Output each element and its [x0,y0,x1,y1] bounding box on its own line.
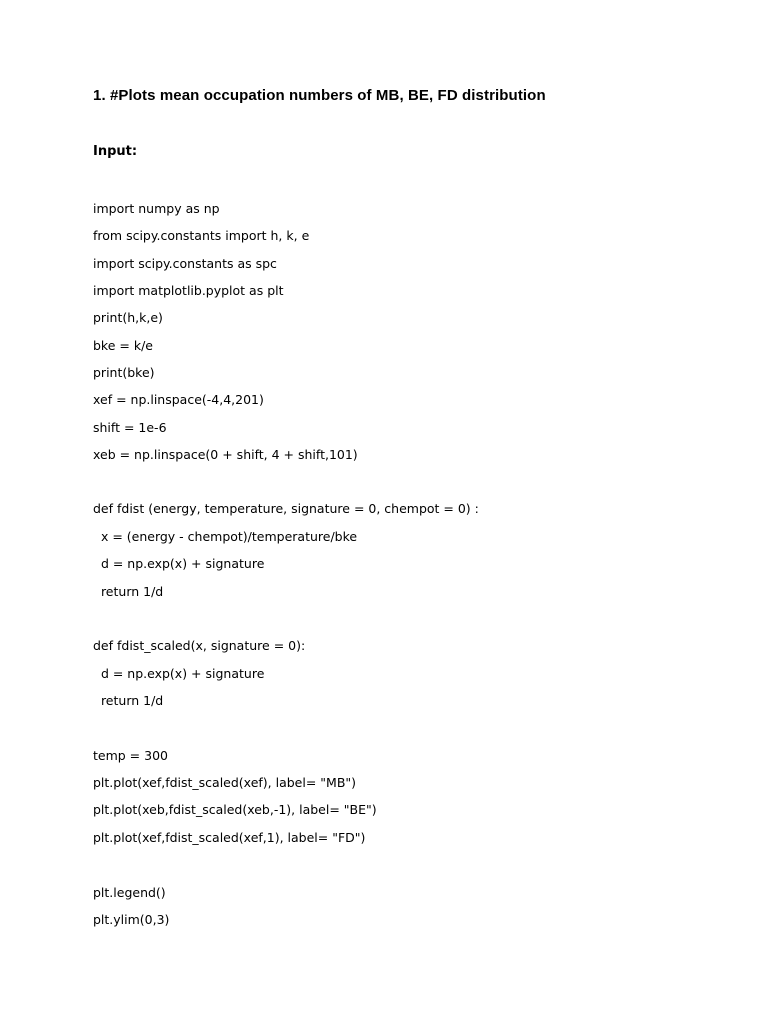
code-line: import matplotlib.pyplot as plt [93,283,284,298]
code-line: def fdist_scaled(x, signature = 0): [93,638,306,653]
code-line: temp = 300 [93,748,168,763]
code-line: plt.plot(xef,fdist_scaled(xef,1), label= "FD") [93,830,366,845]
code-line: d = np.exp(x) + signature [93,556,265,571]
code-line: plt.plot(xef,fdist_scaled(xef), label= "MB") [93,775,357,790]
code-line: import numpy as np [93,201,220,216]
code-line: print(bke) [93,365,155,380]
code-line: xef = np.linspace(-4,4,201) [93,392,264,407]
code-line: return 1/d [93,584,164,599]
code-line: x = (energy - chempot)/temperature/bke [93,529,358,544]
section-label: Input: [93,144,138,159]
document-title: 1. #Plots mean occupation numbers of MB, BE, FD distribution [93,87,546,104]
code-line: print(h,k,e) [93,310,163,325]
code-line: d = np.exp(x) + signature [93,666,265,681]
code-line: plt.ylim(0,3) [93,912,170,927]
code-line: def fdist (energy, temperature, signature = 0, chempot = 0) : [93,501,479,516]
code-line: from scipy.constants import h, k, e [93,228,310,243]
code-line: shift = 1e-6 [93,420,167,435]
code-line: xeb = np.linspace(0 + shift, 4 + shift,101) [93,447,358,462]
code-line: import scipy.constants as spc [93,256,277,271]
code-line: plt.legend() [93,885,166,900]
code-line: return 1/d [93,693,164,708]
code-line: bke = k/e [93,338,153,353]
code-line: plt.plot(xeb,fdist_scaled(xeb,-1), label= "BE") [93,802,377,817]
